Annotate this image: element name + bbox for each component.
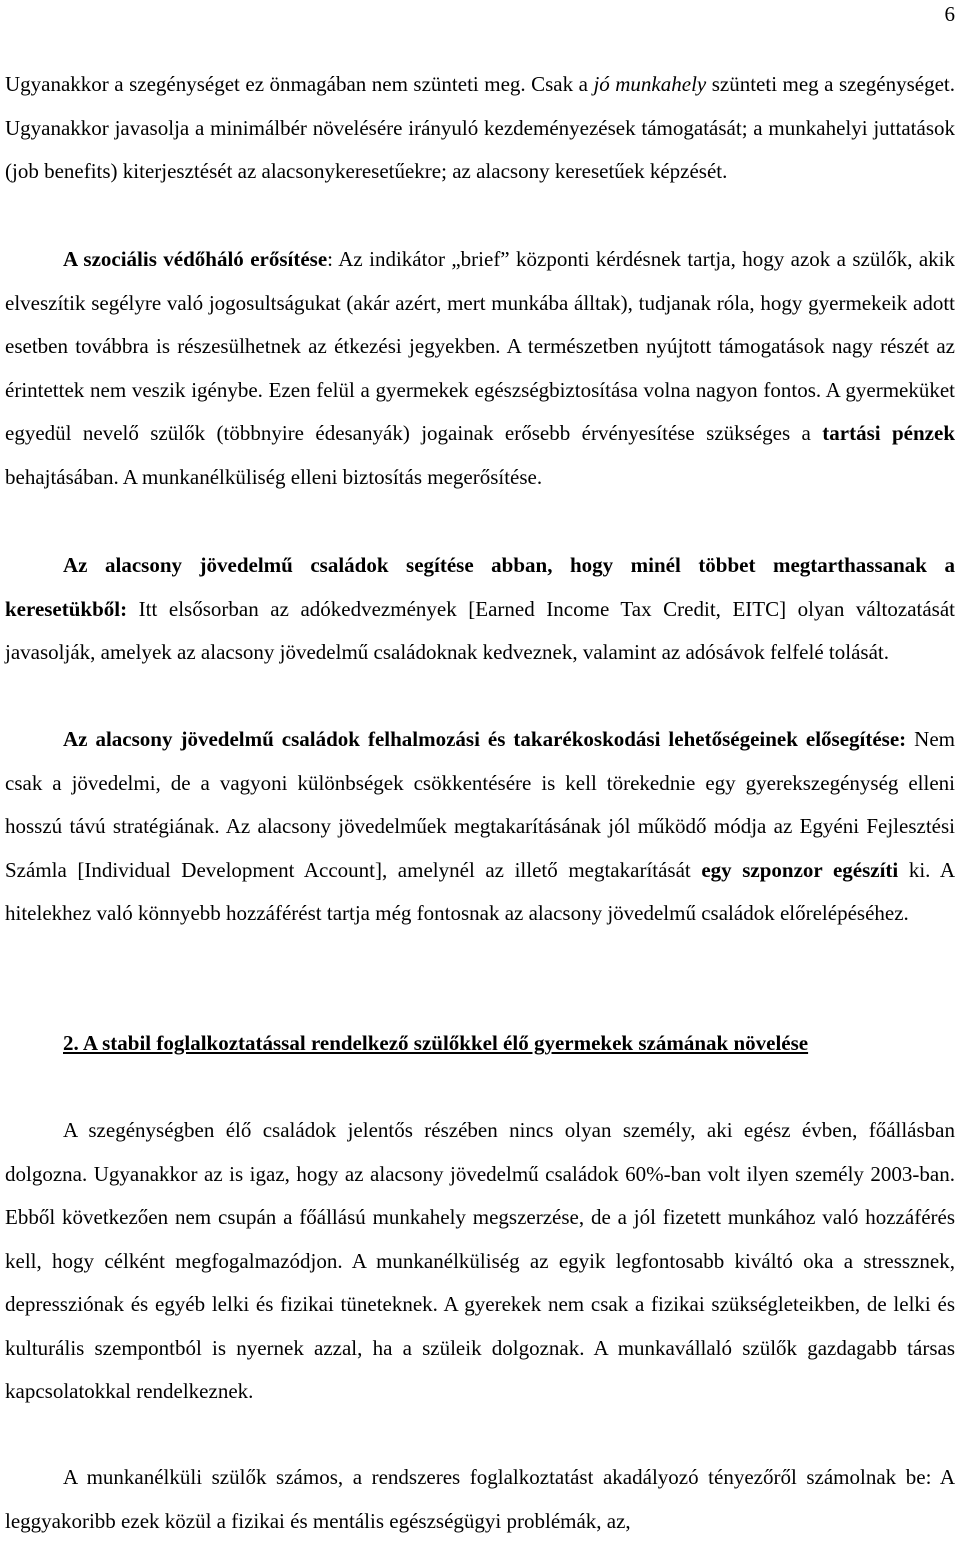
paragraph-5 <box>5 1109 955 1414</box>
paragraph-2-text-a: : Az indikátor „brief” központi kérdésnek tartja, hogy azok a szülők, akik elveszítik segélyre való jogosultságukat (akár azért, mert munkába álltak), tudjanak róla, hogy gyermekeik adott esetben továbbra is részesülhetnek az étkezési jegyekben. A természetben nyújtott támogatások nagy részét az érintettek nem veszik igénybe. Ezen felül a gyermekek egészségbiztosítása volna nagyon fontos. A gyermeküket egyedül nevelő szülők (többnyire édesanyák) jogainak erősebb érvényesítése szükséges a <box>5 247 956 445</box>
paragraph-4-bold-a: Az alacsony jövedelmű családok felhalmozási és takarékoskodási lehetőségeinek elősegítése: <box>63 727 907 751</box>
paragraph-2-block <box>5 238 955 499</box>
paragraph-3-bold: Az alacsony jövedelmű családok segítése abban, hogy minél többet megtarthassanak a keresetükből: <box>5 553 955 621</box>
paragraph-2-bold-b: tartási pénzek <box>822 421 955 445</box>
paragraph-5-block <box>5 1109 955 1414</box>
paragraph-4-bold-b: egy szponzor egészíti <box>701 857 899 882</box>
paragraph-3-text: Itt elsősorban az adókedvezmények [Earned Income Tax Credit, EITC] olyan változatását javasolják, amelyek az alacsony jövedelmű családoknak kedveznek, valamint az adósávok felfelé tolását. <box>5 596 955 664</box>
paragraph-6 <box>5 1456 955 1543</box>
paragraph-2-bold-a: A szociális védőháló erősítése <box>63 247 328 271</box>
paragraph-1-text-b: szünteti meg a szegénységet. Ugyanakkor javasolja a minimálbér növelésére irányuló kezdeményezések támogatását; a munkahelyi juttatások (job benefits) kiterjesztését az alacsonykeresetűekre; az alacsony keresetűek képzését. <box>5 72 956 183</box>
paragraph-4-text-b: ki. A hitelekhez való könnyebb hozzáférést tartja még fontosnak az alacsony jövedelmű családok előrelépéséhez. <box>5 857 956 925</box>
paragraph-6-text: A munkanélküli szülők számos, a rendszeres foglalkoztatást akadályozó tényezőről számolnak be: A leggyakoribb ezek közül a fizikai és mentális egészségügyi problémák, az, <box>5 1465 955 1533</box>
paragraph-4-block <box>5 718 955 936</box>
paragraph-1-text-a: Ugyanakkor a szegénységet ez önmagában nem szünteti meg. Csak a <box>5 72 594 96</box>
paragraph-3 <box>5 544 955 675</box>
section-heading <box>5 1022 955 1066</box>
paragraph-3-block <box>5 544 955 675</box>
section-heading-block <box>5 1022 955 1066</box>
paragraph-1-block <box>5 63 955 194</box>
paragraph-6-block <box>5 1456 955 1543</box>
paragraph-5-text: A szegénységben élő családok jelentős részében nincs olyan személy, aki egész évben, főállásban dolgozna. Ugyanakkor az is igaz, hogy az alacsony jövedelmű családok 60%-ban volt ilyen személy 2003-ban. Ebből következően nem csupán a főállású munkahely megszerzése, de a jól fizetett munkához való hozzáférés kell, hogy célként megfogalmazódjon. A munkanélküliség az egyik legfontosabb kiváltó oka a stressznek, depressziónak és egyéb lelki és fizikai tüneteknek. A gyerekek nem csak a fizikai szükségleteikben, de lelki és kulturális szempontból is nyernek azzal, ha a szüleik dolgoznak. A munkavállaló szülők gazdagabb társas kapcsolatokkal rendelkeznek. <box>5 1118 955 1403</box>
paragraph-1-emphasis: jó munkahely <box>593 72 707 96</box>
paragraph-2-text-b: behajtásában. A munkanélküliség elleni biztosítás megerősítése. <box>5 464 543 489</box>
paragraph-4 <box>5 718 955 936</box>
page-number: 6 <box>944 2 955 26</box>
paragraph-1 <box>5 63 955 194</box>
section-heading-text: 2. A stabil foglalkoztatással rendelkező szülőkkel élő gyermekek számának növelése <box>63 1031 809 1055</box>
paragraph-2 <box>5 238 955 499</box>
paragraph-4-text-a: Nem csak a jövedelmi, de a vagyoni különbségek csökkentésére is kell törekednie egy gyerekszegénység elleni hosszú távú stratégiának. Az alacsony jövedelműek megtakarításának jól működő módja az Egyéni Fejlesztési Számla [Individual Development Account], amelynél az illető megtakarítását <box>5 727 955 882</box>
